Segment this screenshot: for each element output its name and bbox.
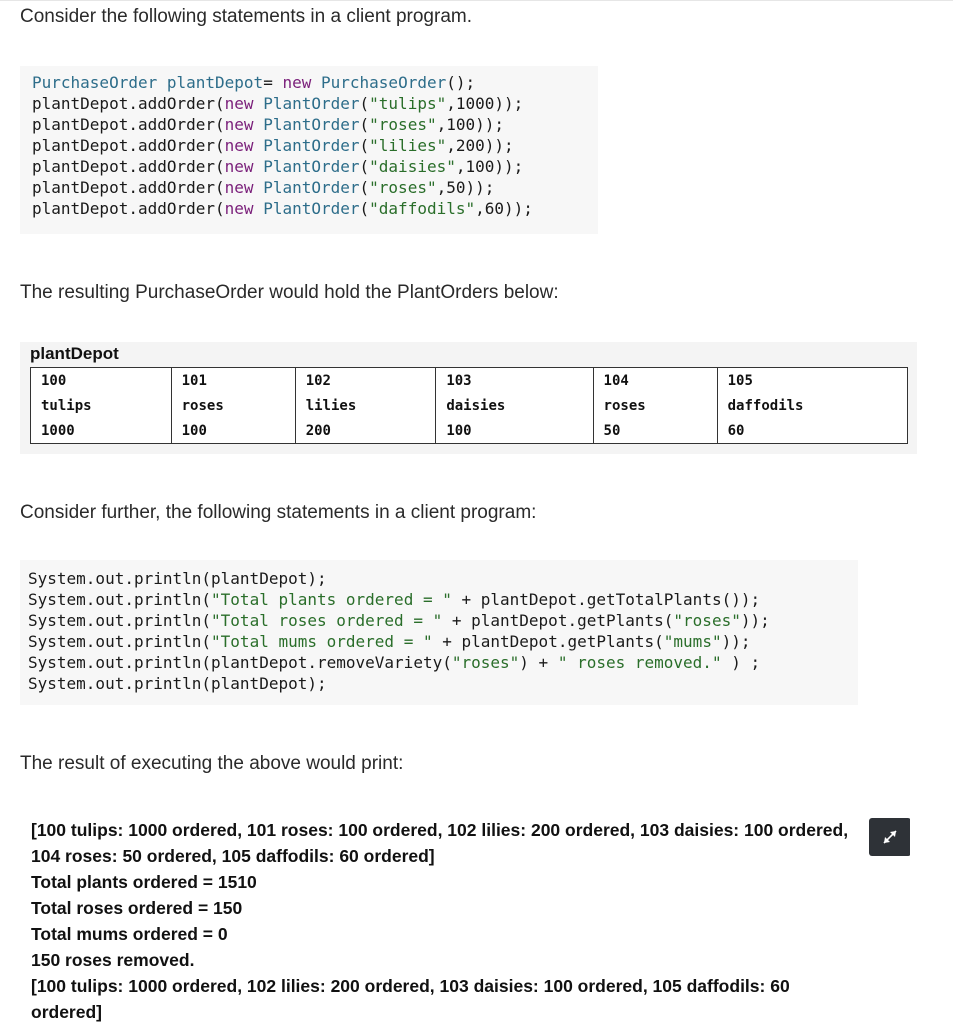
depot-cell: 100 — [436, 418, 593, 444]
code-block-orders — [20, 66, 598, 234]
code-lines — [32, 72, 533, 219]
code-lines — [28, 568, 770, 694]
code-line: System.out.println(plantDepot); — [28, 569, 327, 588]
expand-arrows-icon — [880, 827, 900, 847]
depot-table — [30, 367, 908, 444]
code-line: System.out.println("Total mums ordered = " + plantDepot.getPlants("mums")); — [28, 632, 751, 651]
depot-cell: daisies — [436, 393, 593, 418]
code-line: System.out.println("Total plants ordered = " + plantDepot.getTotalPlants()); — [28, 590, 761, 609]
code-line: plantDepot.addOrder(new PlantOrder("tulips",1000)); — [32, 94, 524, 113]
code-line: PurchaseOrder plantDepot= new PurchaseOrder(); — [32, 73, 476, 92]
depot-cell: 105 — [717, 368, 907, 394]
depot-cell: roses — [171, 393, 295, 418]
output-line: Total mums ordered = 0 — [31, 924, 228, 944]
code-line: plantDepot.addOrder(new PlantOrder("lilies",200)); — [32, 136, 514, 155]
output-line: 104 roses: 50 ordered, 105 daffodils: 60 ordered] — [31, 846, 435, 866]
depot-cell: 200 — [295, 418, 436, 444]
depot-id-row — [31, 368, 908, 394]
further-intro-text: Consider further, the following statements in a client program: — [20, 502, 537, 523]
depot-cell: 104 — [593, 368, 717, 394]
top-divider — [0, 0, 953, 1]
depot-cell: 101 — [171, 368, 295, 394]
depot-cell: tulips — [31, 393, 172, 418]
intro-text: Consider the following statements in a client program. — [20, 6, 473, 27]
code-line: System.out.println(plantDepot); — [28, 674, 327, 693]
code-line: System.out.println(plantDepot.removeVariety("roses") + " roses removed." ) ; — [28, 653, 761, 672]
depot-quantity-row — [31, 418, 908, 444]
console-output-image — [20, 806, 910, 1024]
depot-variety-row — [31, 393, 908, 418]
result-intro-text: The resulting PurchaseOrder would hold the PlantOrders below: — [20, 282, 559, 303]
depot-cell: lilies — [295, 393, 436, 418]
output-line: [100 tulips: 1000 ordered, 101 roses: 100 ordered, 102 lilies: 200 ordered, 103 daisies: 100 ordered, — [31, 820, 849, 840]
code-line: plantDepot.addOrder(new PlantOrder("roses",100)); — [32, 115, 505, 134]
depot-cell: 103 — [436, 368, 593, 394]
expand-image-button[interactable] — [869, 818, 910, 856]
depot-cell: 50 — [593, 418, 717, 444]
output-line: 150 roses removed. — [31, 950, 195, 970]
output-line: Total roses ordered = 150 — [31, 898, 243, 918]
depot-cell: 60 — [717, 418, 907, 444]
code-line: plantDepot.addOrder(new PlantOrder("roses",50)); — [32, 178, 495, 197]
depot-cell: daffodils — [717, 393, 907, 418]
code-block-printing — [20, 560, 858, 705]
depot-cell: roses — [593, 393, 717, 418]
output-line: Total plants ordered = 1510 — [31, 872, 257, 892]
print-intro-text: The result of executing the above would print: — [20, 753, 404, 774]
output-line: ordered] — [31, 1002, 102, 1022]
depot-cell: 100 — [171, 418, 295, 444]
depot-cell: 102 — [295, 368, 436, 394]
code-line: System.out.println("Total roses ordered = " + plantDepot.getPlants("roses")); — [28, 611, 770, 630]
code-line: plantDepot.addOrder(new PlantOrder("daisies",100)); — [32, 157, 524, 176]
depot-cell: 1000 — [31, 418, 172, 444]
depot-cell: 100 — [31, 368, 172, 394]
output-line: [100 tulips: 1000 ordered, 102 lilies: 200 ordered, 103 daisies: 100 ordered, 105 daffodils: 60 — [31, 976, 790, 996]
depot-title: plantDepot — [30, 344, 119, 363]
code-line: plantDepot.addOrder(new PlantOrder("daffodils",60)); — [32, 199, 533, 218]
plant-depot-figure — [20, 342, 917, 454]
